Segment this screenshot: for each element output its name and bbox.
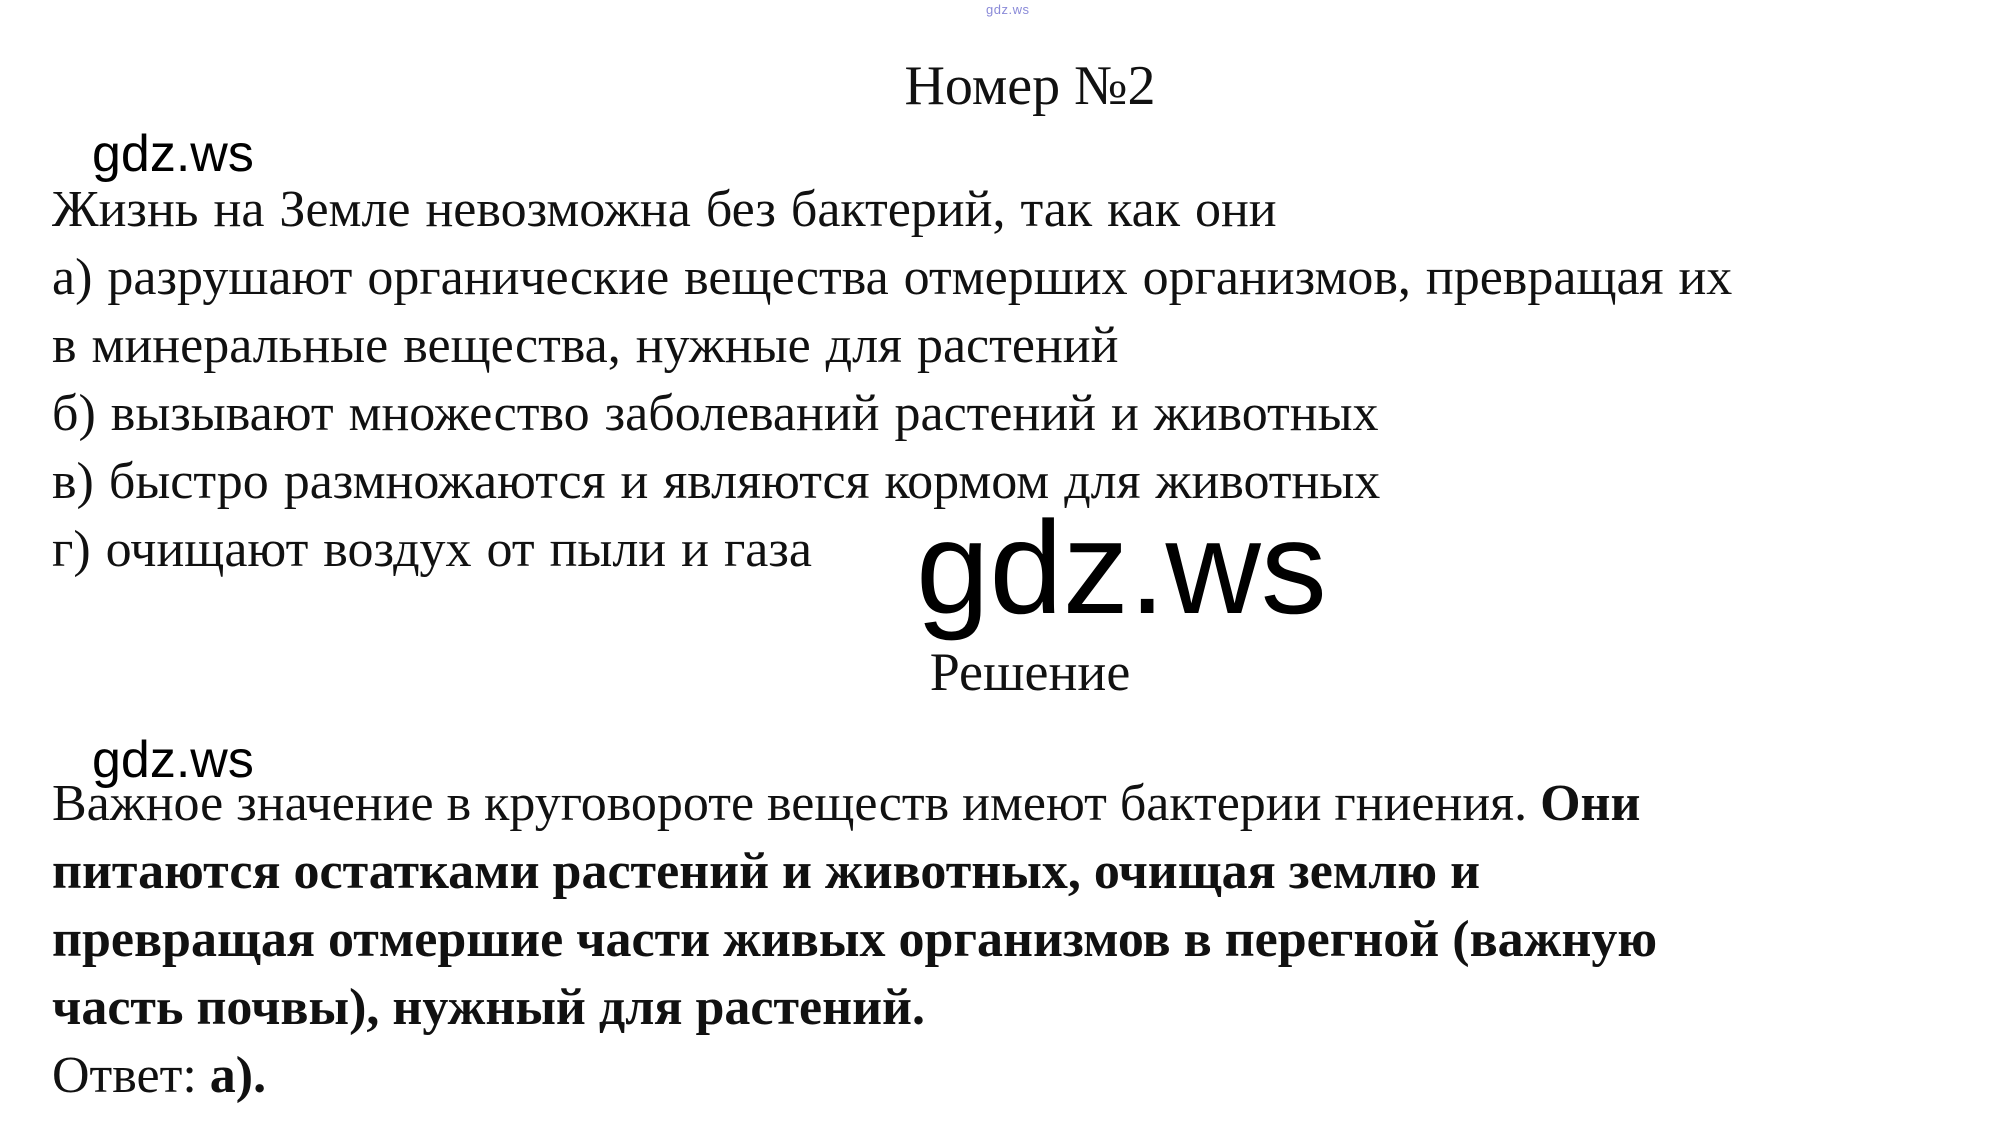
option-c: в) быстро размножаются и являются кормом для животных <box>52 453 1381 510</box>
solution-line-1-text: Важное значение в круговороте веществ имеют бактерии гниения. <box>52 775 1541 832</box>
option-d: г) очищают воздух от пыли и газа <box>52 521 812 578</box>
watermark-small-bottom: gdz.ws <box>92 731 254 789</box>
option-b: б) вызывают множество заболеваний растений и животных <box>52 385 1379 442</box>
solution-heading: Решение <box>929 642 1131 702</box>
option-a-line1: а) разрушают органические вещества отмерших организмов, превращая их <box>52 249 1733 306</box>
solution-block <box>52 770 2002 1110</box>
solution-line-1 <box>52 770 2002 838</box>
page-title: Номер №2 <box>904 55 1156 117</box>
question-stem: Жизнь на Земле невозможна без бактерий, так как они <box>52 181 1277 238</box>
solution-line-4: часть почвы), нужный для растений. <box>52 979 926 1036</box>
option-a-line2: в минеральные вещества, нужные для растений <box>52 317 1119 374</box>
answer-line <box>52 1042 2002 1110</box>
answer-label: Ответ: <box>52 1047 210 1104</box>
solution-line-3: превращая отмершие части живых организмов в перегной (важную <box>52 911 1658 968</box>
watermark-small-top: gdz.ws <box>92 125 254 183</box>
solution-line-1-bold: Они <box>1540 775 1641 832</box>
answer-value: а). <box>209 1047 267 1104</box>
solution-line-2: питаются остатками растений и животных, очищая землю и <box>52 843 1481 900</box>
watermark-large: gdz.ws <box>916 494 1327 641</box>
watermark-tiny: gdz.ws <box>986 2 1030 17</box>
